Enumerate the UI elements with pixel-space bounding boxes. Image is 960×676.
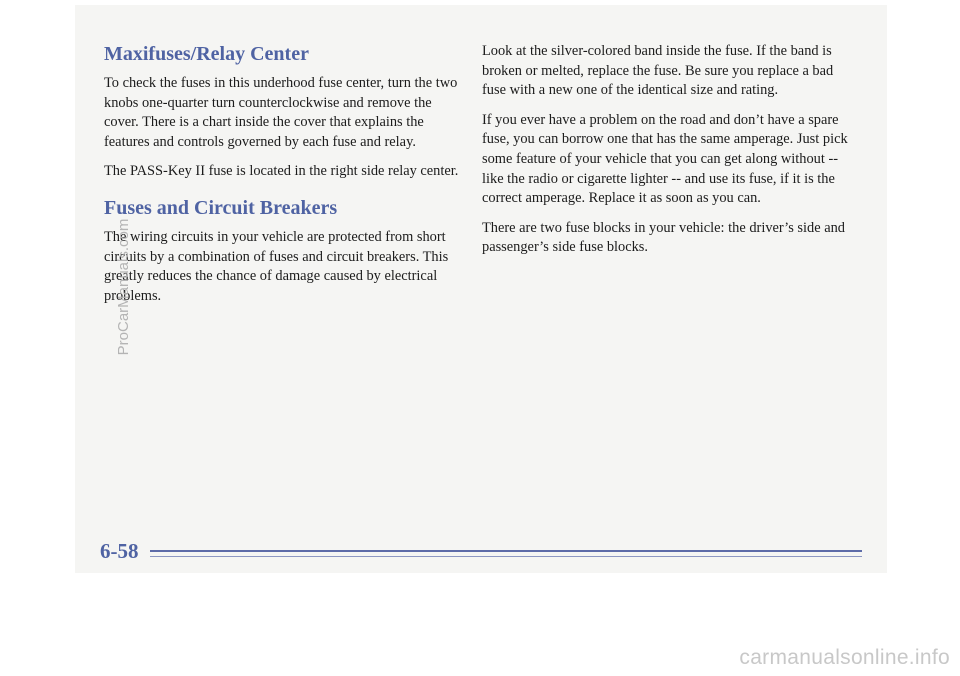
side-watermark [105, 185, 132, 385]
paragraph-fuse-center: To check the fuses in this underhood fuse center, turn the two knobs one-quarter turn counterclockwise and remove the cover. There is a chart inside the cover that explains the features and controls governed by each fuse and relay. [104, 75, 458, 150]
page-number: 6-58 [100, 539, 139, 563]
right-column [482, 42, 854, 268]
paragraph-spare-fuse: If you ever have a problem on the road and don’t have a spare fuse, you can borrow one that has the same amperage. Just pick some feature of your vehicle that you can get along without -- like the radio or cigarette lighter -- and use its fuse, if it is the correct amperage. Replace it as soon as you can. [482, 111, 848, 207]
paragraph-fuse-blocks: There are two fuse blocks in your vehicle: the driver’s side and passenger’s side fuse blocks. [482, 219, 845, 256]
paragraph-silver-band: Look at the silver-colored band inside the fuse. If the band is broken or melted, replace the fuse. Be sure you replace a bad fuse with a new one of the identical size and rating. [482, 43, 834, 99]
section-heading-maxifuses: Maxifuses/Relay Center [104, 43, 309, 65]
footer-rule-thin [150, 556, 862, 557]
paragraph-pass-key: The PASS-Key II fuse is located in the right side relay center. [104, 163, 459, 180]
footer-rule [150, 550, 862, 552]
page-footer [100, 539, 862, 563]
paragraph-wiring-circuits: The wiring circuits in your vehicle are protected from short circuits by a combination of fuses and circuit breakers. This greatly reduces the chance of damage caused by electrical problems. [104, 228, 449, 304]
bottom-watermark[interactable]: carmanualsonline.info [739, 646, 950, 669]
side-watermark-text: ProCarManuals.com [115, 218, 132, 356]
section-heading-fuses-breakers: Fuses and Circuit Breakers [104, 196, 338, 219]
left-column [104, 42, 464, 316]
